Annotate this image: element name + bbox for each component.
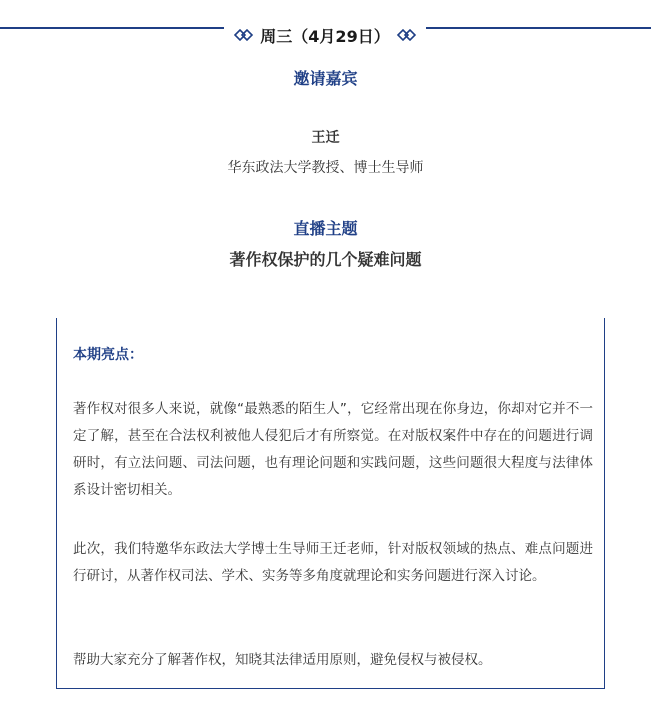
topic-heading: 直播主题 <box>293 219 358 238</box>
guest-name: 王迁 <box>311 130 340 146</box>
header-rule-left <box>0 27 224 29</box>
topic-text: 著作权保护的几个疑难问题 <box>229 250 422 269</box>
highlights-box <box>56 318 605 689</box>
highlight-paragraph-3: 帮助大家充分了解著作权，知晓其法律适用原则，避免侵权与被侵权。 <box>73 652 492 668</box>
highlight-paragraph-2: 此次，我们特邀华东政法大学博士生导师王迁老师，针对版权领域的热点、难点问题进行研讨，从著作权司法、学术、实务等多角度就理论和实务问题进行深入讨论。 <box>73 541 593 584</box>
guest-title: 华东政法大学教授、博士生导师 <box>227 160 424 176</box>
guest-heading: 邀请嘉宾 <box>293 69 358 88</box>
highlights-heading: 本期亮点： <box>73 347 143 363</box>
highlight-paragraph-1: 著作权对很多人来说，就像“最熟悉的陌生人”，它经常出现在你身边，你却对它并不一定了解，甚至在合法权利被他人侵犯后才有所察觉。在对版权案件中存在的问题进行调研时，有立法问题、司法问题，也有理论问题和实践问题，这些问题很大程度与法律体系设计密切相关。 <box>73 401 593 498</box>
day-title: 周三（4月29日） <box>260 26 390 46</box>
header-rule-right <box>426 27 651 29</box>
day-header <box>224 20 426 50</box>
double-diamond-left-icon <box>234 29 254 41</box>
double-diamond-right-icon <box>396 29 416 41</box>
